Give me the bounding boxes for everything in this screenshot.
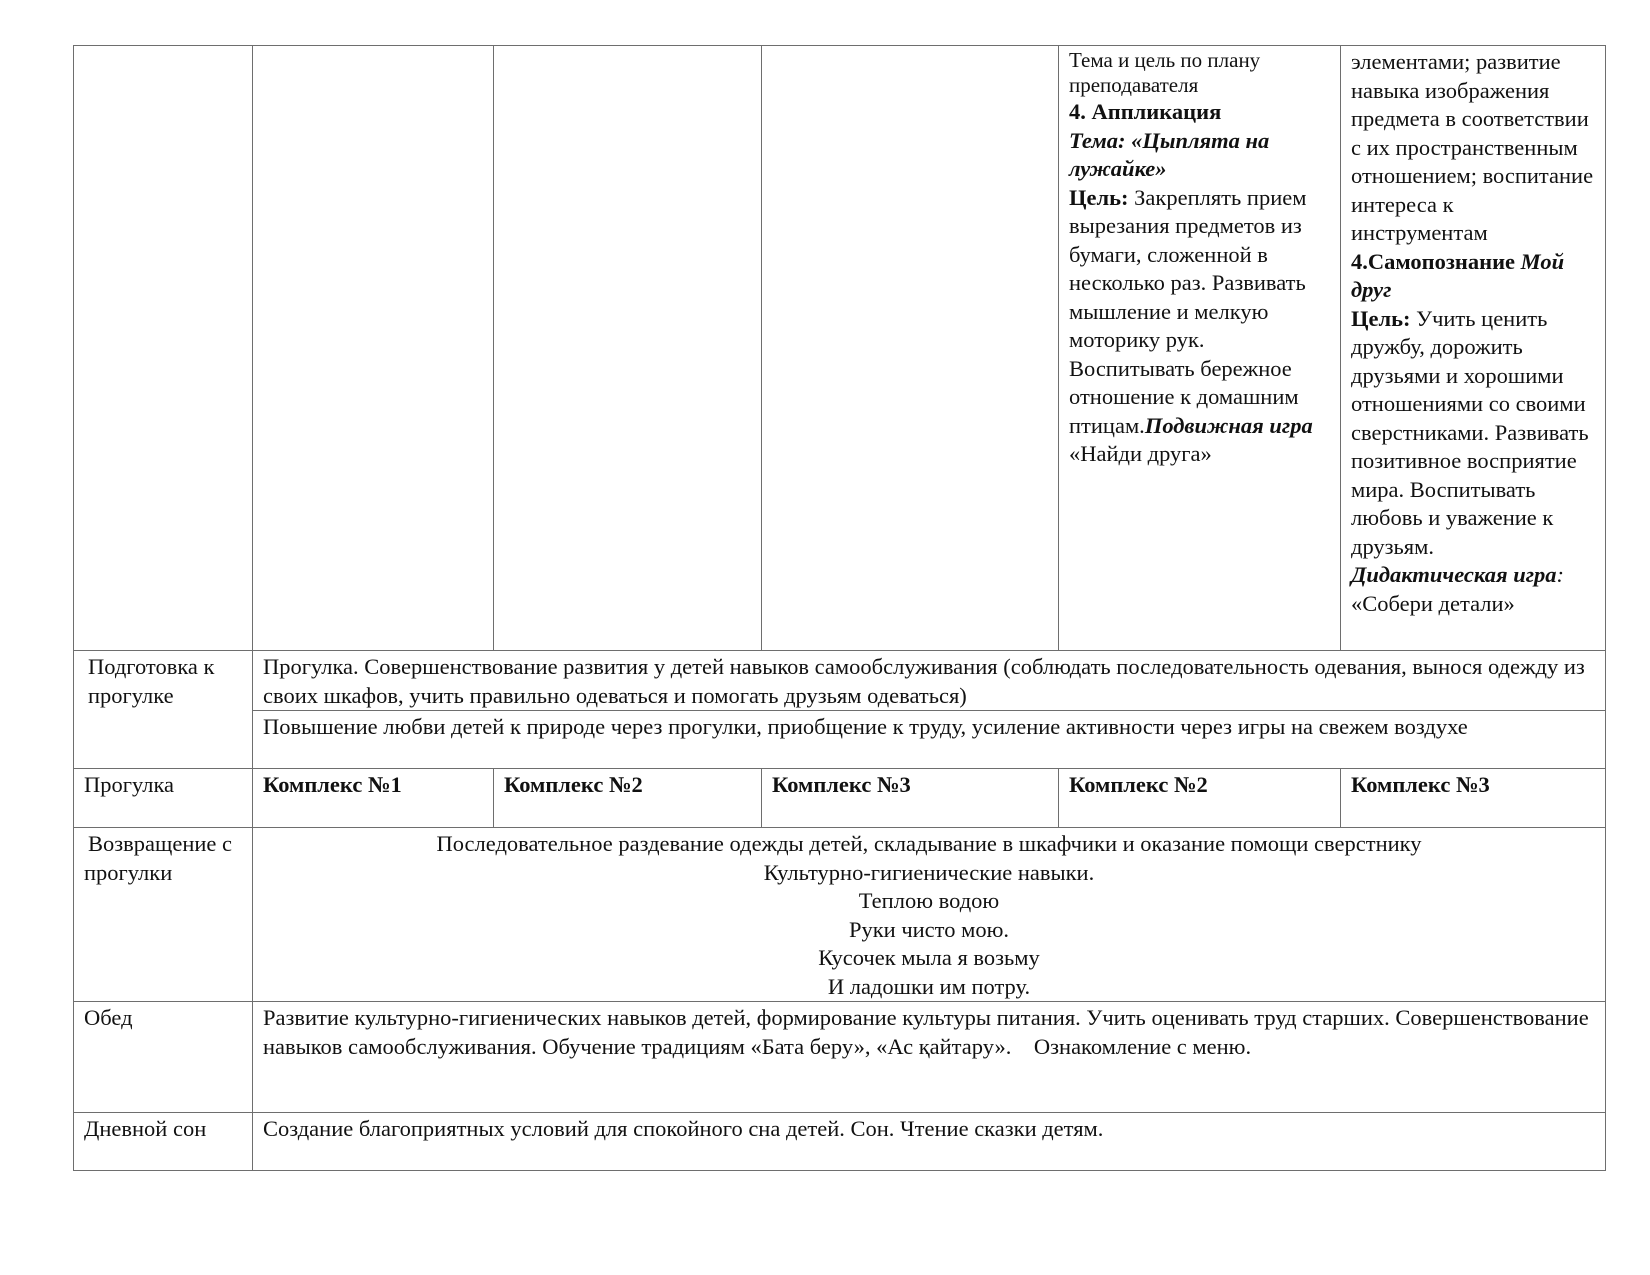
sleep-text: Создание благоприятных условий для спокойного сна детей. Сон. Чтение сказки детям. bbox=[253, 1113, 1606, 1171]
table-row bbox=[74, 1113, 1606, 1171]
table-row bbox=[74, 828, 1606, 1002]
goal-text: Учить ценить дружбу, дорожить друзьями и хорошими отношениями со своими сверстниками. Развивать позитивное восприятие мира. Воспитывать любовь и уважение к друзьям. bbox=[1351, 305, 1589, 559]
activity-cell-col5 bbox=[1059, 46, 1341, 651]
row-label: Дневной сон bbox=[74, 1113, 253, 1171]
table-row bbox=[74, 46, 1606, 651]
plan-note: Тема и цель по плану bbox=[1069, 48, 1261, 72]
goal-label: Цель: bbox=[1351, 305, 1411, 331]
table-row bbox=[74, 651, 1606, 711]
goal-text: Закреплять прием вырезания предметов из бумаги, сложенной в несколько раз. Развивать мышление и мелкую моторику рук. Воспитывать бережное отношение к домашним птицам. bbox=[1069, 184, 1307, 438]
game-text: «Собери детали» bbox=[1351, 590, 1515, 616]
table-row bbox=[74, 711, 1606, 769]
game-text: «Найди друга» bbox=[1069, 441, 1212, 466]
complex-cell: Комплекс №2 bbox=[494, 769, 762, 828]
prep-text-1: Прогулка. Совершенствование развития у детей навыков самообслуживания (соблюдать последовательность одевания, вынося одежду из своих шкафов, учить правильно одеваться и помогать друзьям одеваться) bbox=[253, 651, 1606, 711]
goal-paragraph bbox=[1351, 305, 1595, 562]
return-line: Руки чисто мою. bbox=[848, 916, 1010, 942]
row-label: Обед bbox=[74, 1002, 253, 1113]
row-label: Прогулка bbox=[74, 769, 253, 828]
game-label: Дидактическая игра bbox=[1351, 562, 1557, 587]
activity-theme: Тема: «Цыплята на лужайке» bbox=[1069, 127, 1270, 181]
activity-heading bbox=[1351, 248, 1595, 305]
table-cell bbox=[253, 46, 494, 651]
complex-cell: Комплекс №3 bbox=[762, 769, 1059, 828]
table-cell bbox=[74, 46, 253, 651]
row-label: Подготовка к прогулке bbox=[74, 651, 253, 769]
table-row bbox=[74, 769, 1606, 828]
activity-heading: 4. Аппликация bbox=[1069, 99, 1222, 124]
complex-cell: Комплекс №3 bbox=[1341, 769, 1606, 828]
activity-heading-bold: 4.Самопознание bbox=[1351, 248, 1521, 274]
plan-table bbox=[73, 45, 1606, 1171]
row-label-text: Возвращение с прогулки bbox=[84, 831, 232, 885]
prep-text-2: Повышение любви детей к природе через прогулки, приобщение к труду, усиление активности через игры на свежем воздухе bbox=[253, 711, 1606, 769]
game-label: Подвижная игра bbox=[1144, 412, 1313, 438]
return-text bbox=[253, 828, 1606, 1002]
return-line: Теплою водою bbox=[858, 888, 1000, 913]
goal-paragraph bbox=[1069, 185, 1313, 438]
activity-text: элементами; развитие навыка изображения предмета в соответствии с их пространственным отношением; воспитание интереса к инструментам bbox=[1351, 49, 1594, 245]
return-line: Последовательное раздевание одежды детей, складывание в шкафчики и оказание помощи сверстнику bbox=[436, 831, 1422, 856]
activity-cell-col6 bbox=[1341, 46, 1606, 651]
complex-cell: Комплекс №2 bbox=[1059, 769, 1341, 828]
table-cell bbox=[494, 46, 762, 651]
return-line: Кусочек мыла я возьму bbox=[818, 945, 1040, 970]
game-line bbox=[1351, 561, 1595, 590]
plan-note: преподавателя bbox=[1069, 73, 1199, 97]
return-line: Культурно-гигиенические навыки. bbox=[763, 859, 1095, 885]
lunch-text: Развитие культурно-гигиенических навыков детей, формирование культуры питания. Учить оценивать труд старших. Совершенствование навыков самообслуживания. Обучение традициям «Бата беру», «Ас қайтару». Ознакомление с меню. bbox=[253, 1002, 1606, 1113]
goal-label: Цель: bbox=[1069, 184, 1129, 210]
complex-cell: Комплекс №1 bbox=[253, 769, 494, 828]
game-colon: : bbox=[1556, 562, 1565, 587]
row-label bbox=[74, 828, 253, 1002]
table-row bbox=[74, 1002, 1606, 1113]
activity-heading-italic: Мой друг bbox=[1351, 248, 1565, 302]
table-cell bbox=[762, 46, 1059, 651]
return-line: И ладошки им потру. bbox=[827, 973, 1031, 999]
